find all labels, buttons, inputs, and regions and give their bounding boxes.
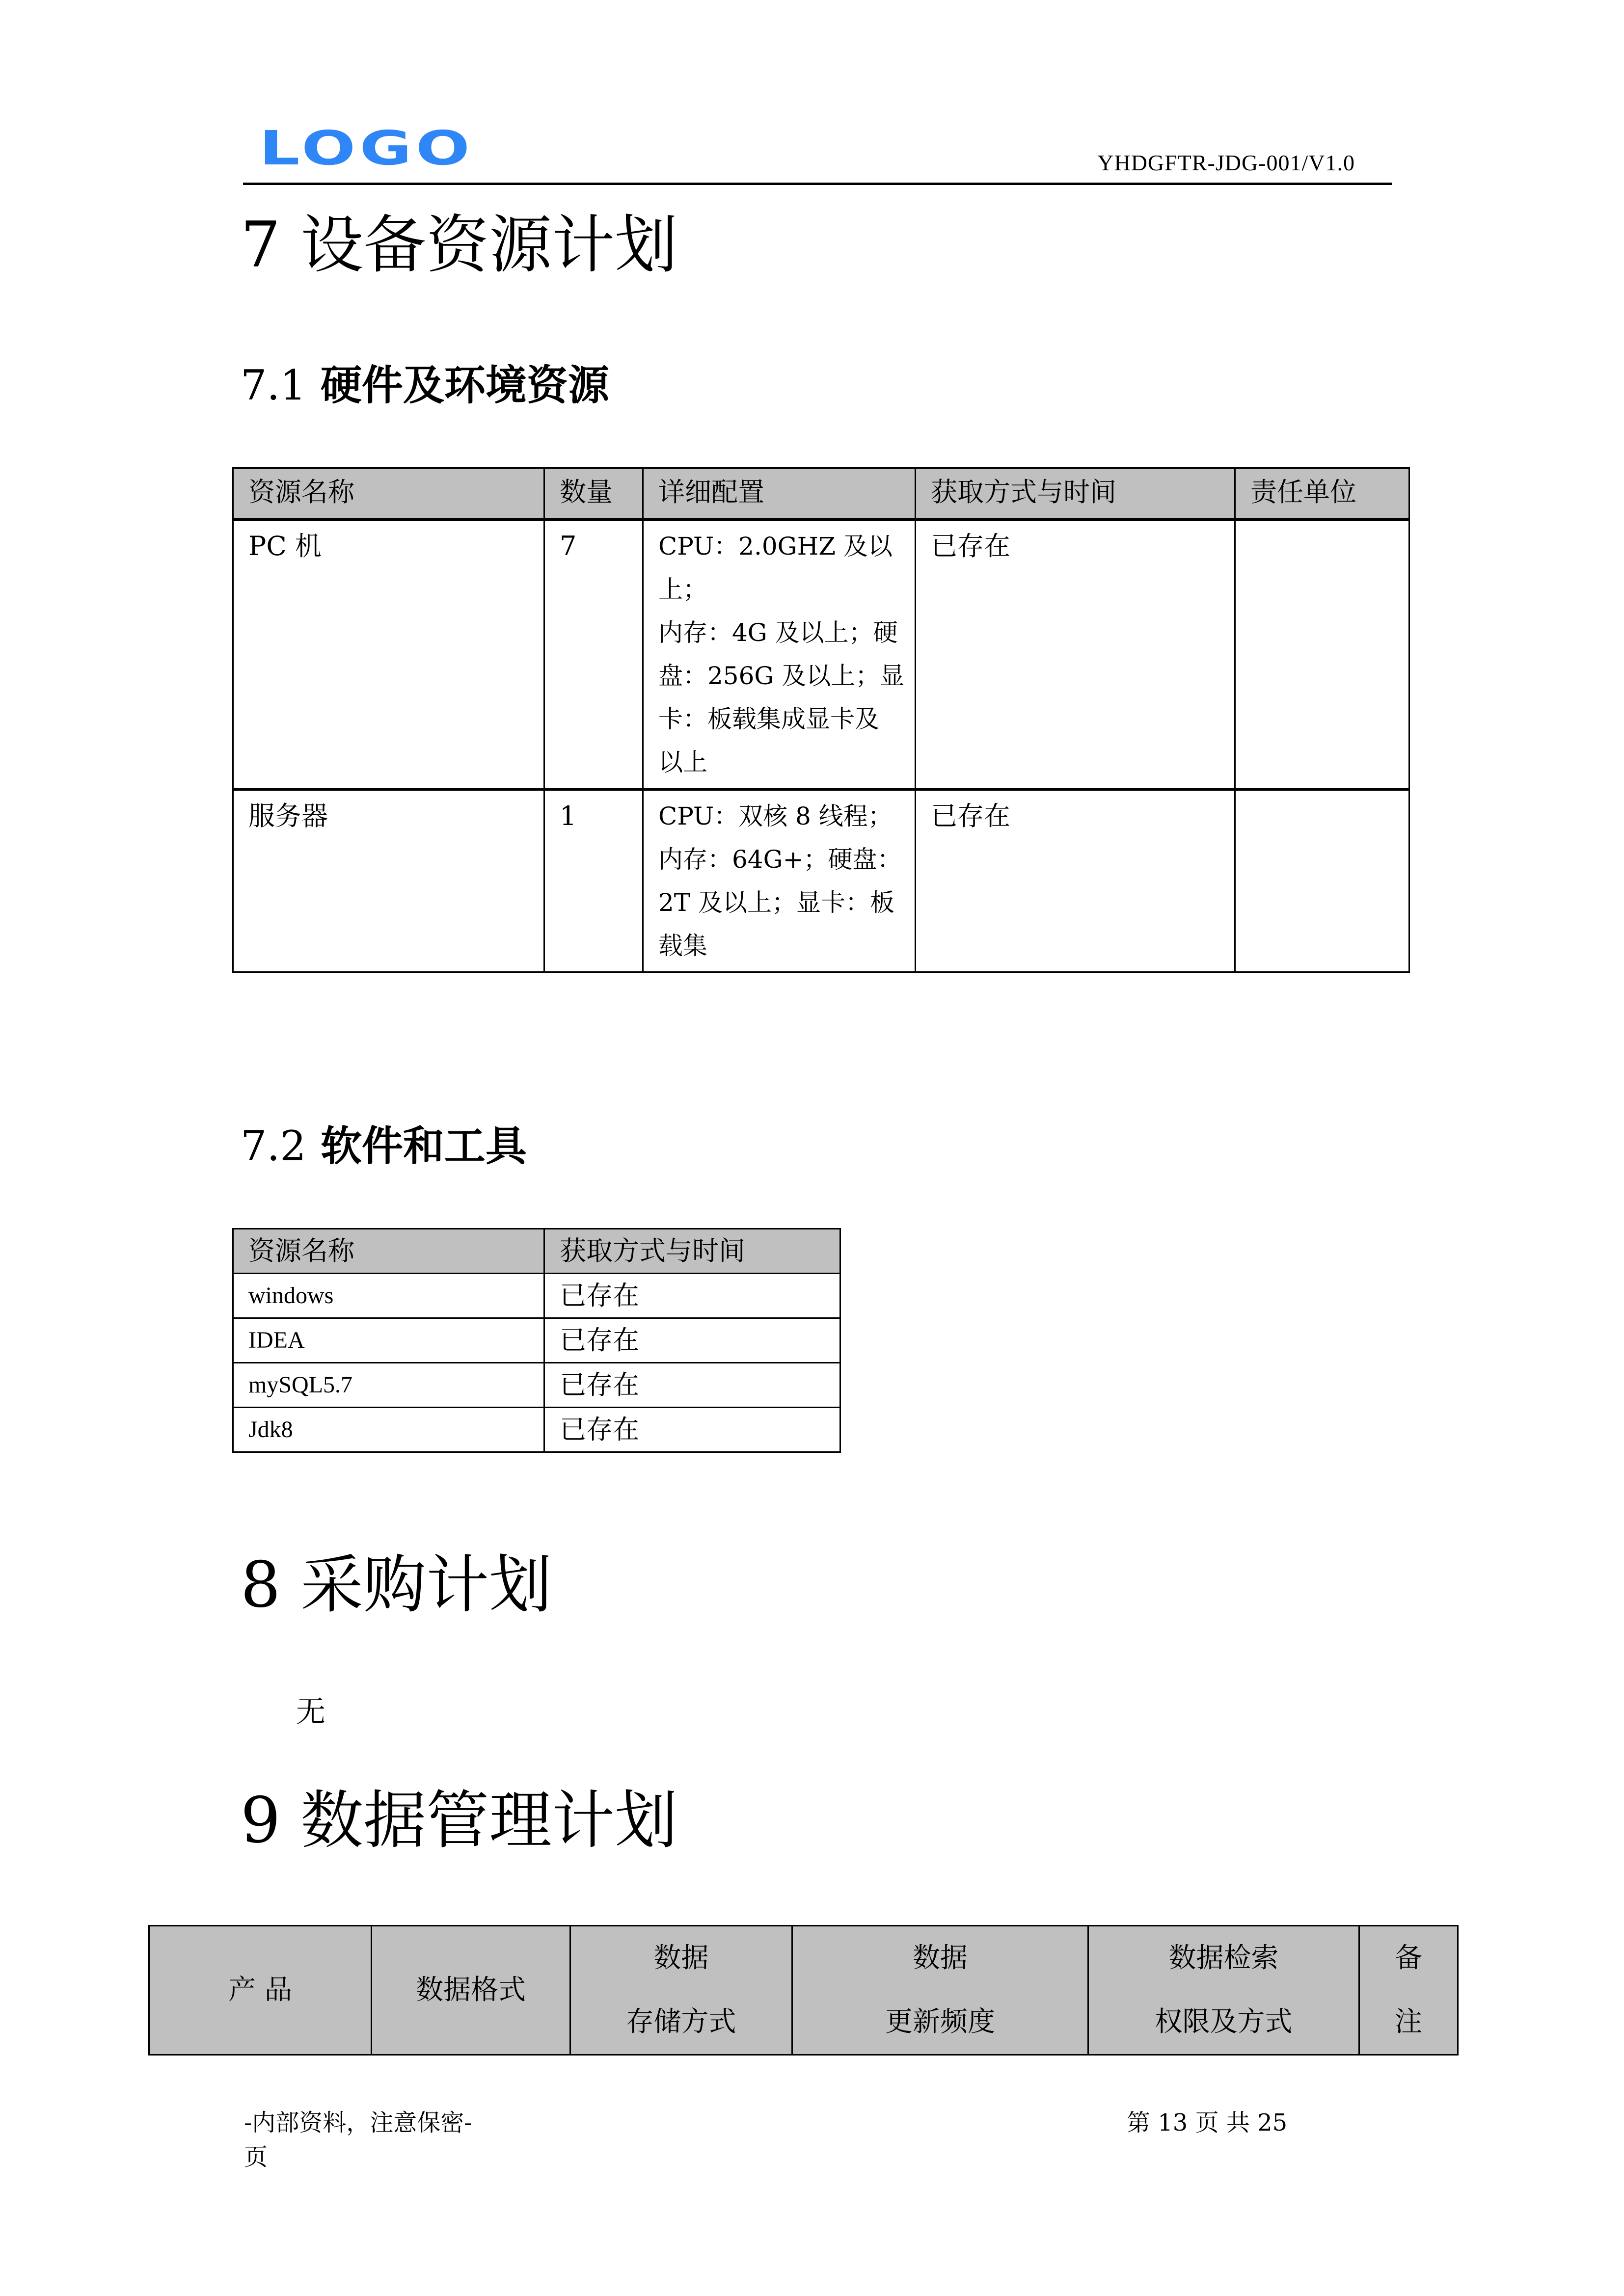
table-row bbox=[233, 1274, 840, 1318]
resource-name: PC 机 bbox=[233, 519, 544, 789]
config-line: 载集 bbox=[658, 932, 707, 960]
acquire-method: 已存在 bbox=[544, 1363, 840, 1408]
responsible-unit bbox=[1235, 789, 1409, 972]
section-number: 7.2 bbox=[241, 1122, 306, 1170]
document-id: YHDGFTR-JDG-001/V1.0 bbox=[1097, 150, 1355, 175]
section-8-title: 8 采购计划 bbox=[241, 1548, 552, 1622]
table-header-row bbox=[149, 1926, 1458, 2055]
responsible-unit bbox=[1235, 519, 1409, 789]
table-row bbox=[233, 1408, 840, 1452]
config-line: 盘：256G 及以上；显 bbox=[658, 662, 905, 690]
software-name: Jdk8 bbox=[233, 1408, 544, 1452]
column-header: 详细配置 bbox=[643, 468, 916, 520]
software-name: mySQL5.7 bbox=[233, 1363, 544, 1408]
table-row bbox=[233, 519, 1409, 789]
config-line: 卡：板载集成显卡及 bbox=[658, 705, 879, 733]
column-header: 数据格式 bbox=[372, 1926, 570, 2055]
software-name: windows bbox=[233, 1274, 544, 1318]
footer-page-number: 第 13 页 共 25 bbox=[1127, 2109, 1288, 2136]
section-number: 7.1 bbox=[241, 361, 306, 409]
column-header: 数据 存储方式 bbox=[570, 1926, 792, 2055]
column-header: 资源名称 bbox=[233, 1229, 544, 1274]
table-header-row bbox=[233, 1229, 840, 1274]
config-line: CPU：双核 8 线程； bbox=[658, 802, 893, 830]
section-7-2-title bbox=[241, 1121, 527, 1171]
config-line: 2T 及以上；显卡：板 bbox=[658, 888, 895, 917]
config-line: CPU：2.0GHZ 及以上； bbox=[658, 532, 893, 604]
resource-config bbox=[643, 519, 916, 789]
header-divider bbox=[243, 183, 1392, 185]
section-heading-text: 硬件及环境资源 bbox=[320, 361, 609, 409]
resource-quantity: 1 bbox=[544, 789, 643, 972]
footer-confidential bbox=[244, 2106, 472, 2174]
column-header: 获取方式与时间 bbox=[544, 1229, 840, 1274]
section-9-title: 9 数据管理计划 bbox=[241, 1784, 678, 1857]
software-name: IDEA bbox=[233, 1318, 544, 1363]
resource-config bbox=[643, 789, 916, 972]
footer-confidential-line2: 页 bbox=[244, 2143, 268, 2171]
section-8-body: 无 bbox=[296, 1695, 325, 1729]
table-row bbox=[233, 789, 1409, 972]
section-heading-text: 软件和工具 bbox=[320, 1122, 527, 1170]
acquire-method: 已存在 bbox=[544, 1274, 840, 1318]
acquire-method: 已存在 bbox=[544, 1408, 840, 1452]
table-row bbox=[233, 1318, 840, 1363]
column-header: 数量 bbox=[544, 468, 643, 520]
column-header: 产 品 bbox=[149, 1926, 372, 2055]
data-management-table bbox=[148, 1925, 1459, 2056]
acquire-method: 已存在 bbox=[916, 519, 1235, 789]
footer-confidential-line1: -内部资料，注意保密- bbox=[244, 2109, 472, 2136]
column-header: 数据 更新频度 bbox=[792, 1926, 1088, 2055]
column-header: 资源名称 bbox=[233, 468, 544, 520]
config-line: 内存：4G 及以上；硬 bbox=[658, 618, 898, 647]
column-header: 数据检索 权限及方式 bbox=[1088, 1926, 1359, 2055]
table-header-row bbox=[233, 468, 1409, 520]
column-header: 获取方式与时间 bbox=[916, 468, 1235, 520]
section-7-title: 7 设备资源计划 bbox=[241, 209, 678, 282]
table-row bbox=[233, 1363, 840, 1408]
software-tools-table bbox=[232, 1228, 841, 1453]
acquire-method: 已存在 bbox=[544, 1318, 840, 1363]
section-7-1-title bbox=[241, 361, 609, 410]
column-header: 备 注 bbox=[1359, 1926, 1458, 2055]
column-header: 责任单位 bbox=[1235, 468, 1409, 520]
config-line: 内存：64G+；硬盘： bbox=[658, 845, 902, 874]
acquire-method: 已存在 bbox=[916, 789, 1235, 972]
resource-name: 服务器 bbox=[233, 789, 544, 972]
hardware-resources-table bbox=[232, 467, 1410, 973]
config-line: 以上 bbox=[658, 748, 707, 776]
company-logo: LOGO bbox=[259, 121, 474, 176]
resource-quantity: 7 bbox=[544, 519, 643, 789]
